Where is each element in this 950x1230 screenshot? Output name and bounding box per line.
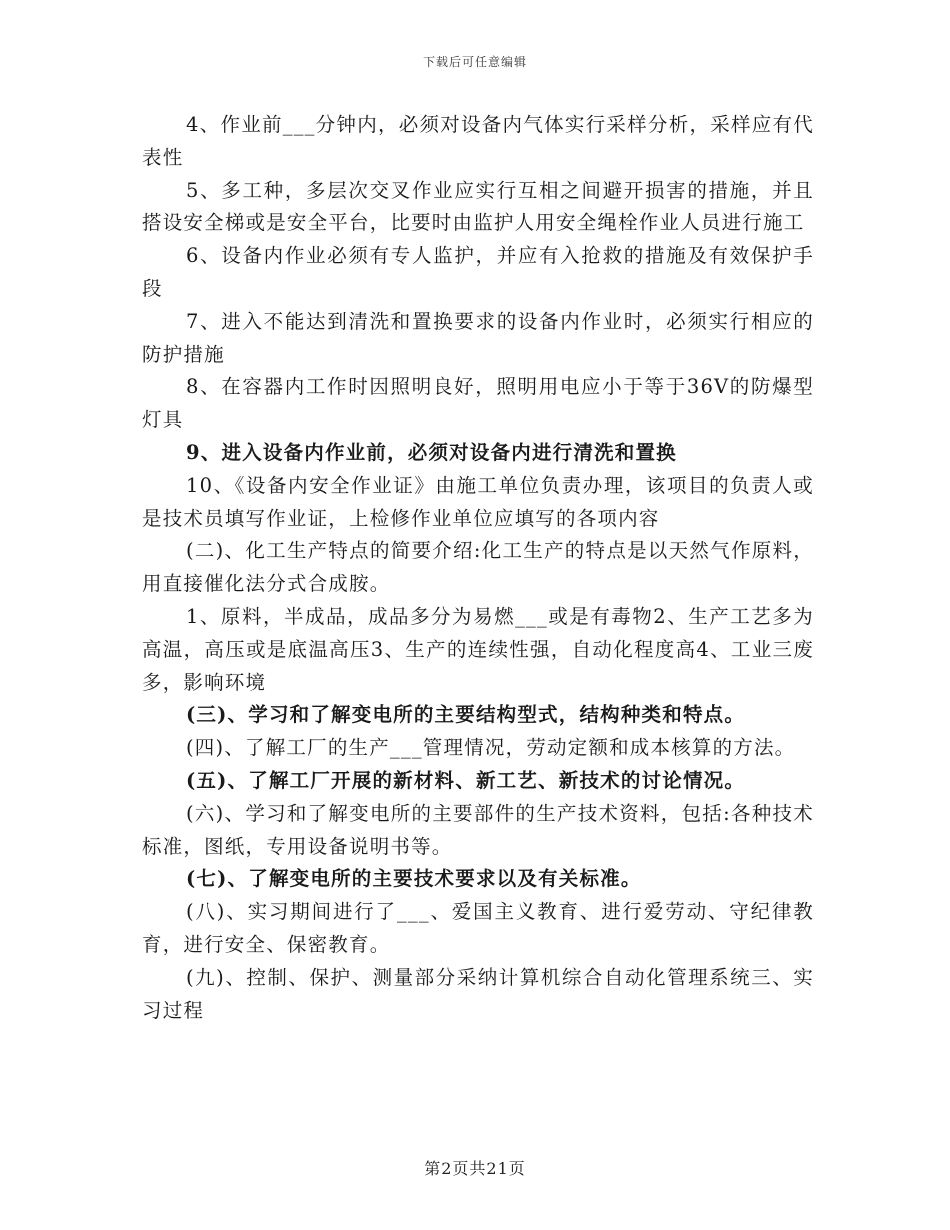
section-9-control-system: (九)、控制、保护、测量部分采纳计算机综合自动化管理系统三、实习过程 [142, 965, 814, 1022]
section-2-chemical-production: (二)、化工生产特点的简要介绍:化工生产的特点是以天然气作原料，用直接催化法分式合成胺。 [142, 539, 814, 596]
document-body [142, 109, 814, 1027]
section-5-new-technology: (五)、了解工厂开展的新材料、新工艺、新技术的讨论情况。 [186, 768, 746, 792]
paragraph-item-6: 6、设备内作业必须有专人监护，并应有入抢救的措施及有效保护手段 [142, 244, 814, 300]
section-4-production-management: (四)、了解工厂的生产___管理情况，劳动定额和成本核算的方法。 [186, 736, 796, 760]
paragraph-item-8: 8、在容器内工作时因照明良好，照明用电应小于等于36V的防爆型灯具 [142, 375, 814, 432]
paragraph-item-5: 5、多工种，多层次交叉作业应实行互相之间避开损害的措施，并且搭设安全梯或是安全平台，比要时由监护人用安全绳栓作业人员进行施工 [142, 178, 814, 235]
section-8-education: (八)、实习期间进行了___、爱国主义教育、进行爱劳动、守纪律教育，进行安全、保密教育。 [142, 900, 814, 956]
chemical-production-features: 1、原料，半成品，成品多分为易燃___或是有毒物2、生产工艺多为高温，高压或是底温高压3、生产的连续性强，自动化程度高4、工业三废多，影响环境 [142, 604, 814, 694]
section-6-technical-materials: (六)、学习和了解变电所的主要部件的生产技术资料，包括:各种技术标准，图纸，专用设备说明书等。 [142, 801, 814, 858]
paragraph-item-4: 4、作业前___分钟内，必须对设备内气体实行采样分析，采样应有代表性 [142, 113, 814, 169]
section-7-technical-requirements: (七)、了解变电所的主要技术要求以及有关标准。 [186, 867, 642, 891]
section-3-substation-structure: (三)、学习和了解变电所的主要结构型式，结构种类和特点。 [186, 703, 746, 727]
paragraph-item-7: 7、进入不能达到清洗和置换要求的设备内作业时，必须实行相应的防护措施 [142, 309, 814, 366]
paragraph-item-9: 9、进入设备内作业前，必须对设备内进行清洗和置换 [186, 440, 677, 464]
paragraph-item-10: 10、《设备内安全作业证》由施工单位负责办理，该项目的负责人或是技术员填写作业证，上检修作业单位应填写的各项内容 [142, 473, 814, 530]
page-header: 下载后可任意编辑 [422, 55, 527, 69]
page-number-footer: 第2页共21页 [424, 1159, 526, 1178]
